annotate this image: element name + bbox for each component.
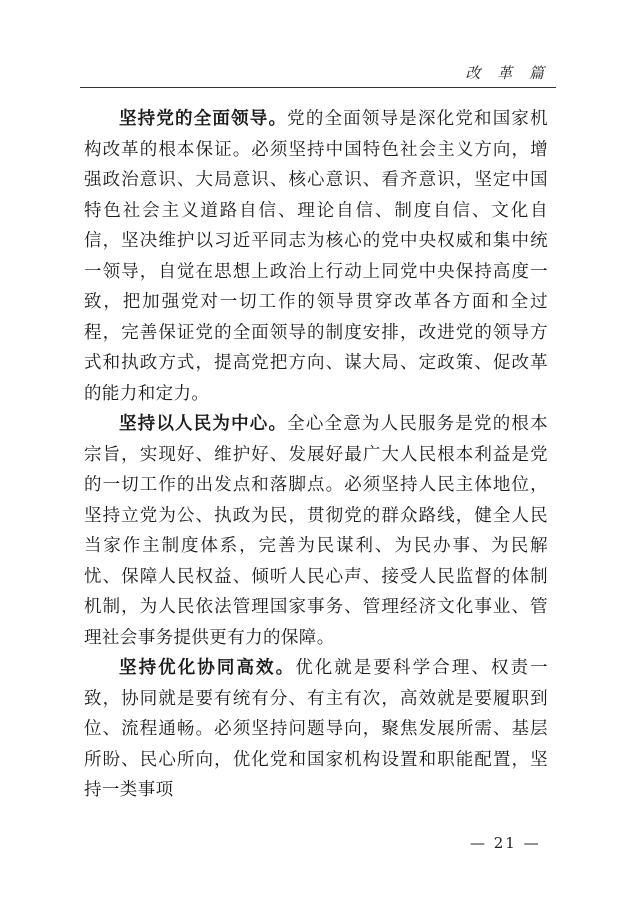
paragraph-lead: 坚持党的全面领导。 xyxy=(119,109,288,129)
header-divider xyxy=(80,87,556,88)
paragraph-lead: 坚持优化协同高效。 xyxy=(119,658,296,678)
body-text xyxy=(84,104,548,806)
paragraph-people-centered xyxy=(84,409,548,653)
paragraph-lead: 坚持以人民为中心。 xyxy=(119,414,288,434)
paragraph-text: 优化就是要科学合理、权责一致，协同就是要有统有分、有主有次，高效就是要履职到位、流程通畅。必须坚持问题导向，聚焦发展所需、基层所盼、民心所向，优化党和国家机构设置和职能配置，坚持一类事项 xyxy=(84,658,548,800)
section-title: 改 革 篇 xyxy=(465,64,550,82)
page-number: — 21 — xyxy=(470,834,541,852)
paragraph-text: 全心全意为人民服务是党的根本宗旨，实现好、维护好、发展好最广大人民根本利益是党的一切工作的出发点和落脚点。必须坚持人民主体地位，坚持立党为公、执政为民，贯彻党的群众路线，健全人民当家作主制度体系，完善为民谋利、为民办事、为民解忧、保障人民权益、倾听人民心声、接受人民监督的体制机制，为人民依法管理国家事务、管理经济文化事业、管理社会事务提供更有力的保障。 xyxy=(84,414,548,648)
paragraph-optimization xyxy=(84,653,548,806)
paragraph-party-leadership xyxy=(84,104,548,409)
paragraph-text: 党的全面领导是深化党和国家机构改革的根本保证。必须坚持中国特色社会主义方向，增强政治意识、大局意识、核心意识、看齐意识，坚定中国特色社会主义道路自信、理论自信、制度自信、文化自信，坚决维护以习近平同志为核心的党中央权威和集中统一领导，自觉在思想上政治上行动上同党中央保持高度一致，把加强党对一切工作的领导贯穿改革各方面和全过程，完善保证党的全面领导的制度安排，改进党的领导方式和执政方式，提高党把方向、谋大局、定政策、促改革的能力和定力。 xyxy=(84,109,548,404)
